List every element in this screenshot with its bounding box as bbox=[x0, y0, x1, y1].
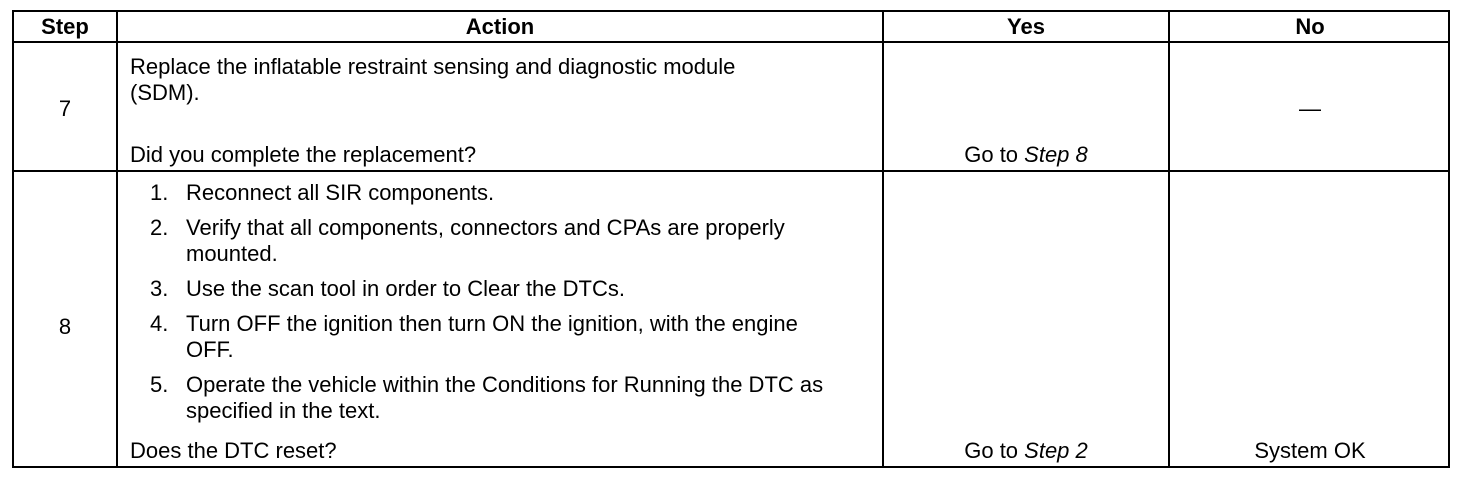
list-item-text: Operate the vehicle within the Conditions for Running the DTC as specified in the text. bbox=[186, 372, 824, 423]
list-item bbox=[130, 311, 870, 363]
yes-prefix: Go to bbox=[964, 438, 1025, 463]
header-yes: Yes bbox=[1007, 14, 1045, 39]
list-item-number: 5. bbox=[150, 372, 169, 397]
diagnostic-table bbox=[12, 10, 1450, 468]
no-result: System OK bbox=[1254, 438, 1366, 463]
action-question: Does the DTC reset? bbox=[130, 438, 337, 463]
list-item-number: 3. bbox=[150, 276, 169, 301]
list-item-text: Verify that all components, connectors and CPAs are properly mounted. bbox=[186, 215, 785, 266]
header-action: Action bbox=[465, 14, 535, 39]
list-item bbox=[130, 215, 870, 267]
header-step: Step bbox=[41, 14, 89, 39]
list-item-number: 1. bbox=[150, 180, 169, 205]
no-result: — bbox=[1299, 96, 1321, 121]
list-item bbox=[130, 372, 870, 424]
list-item-text: Reconnect all SIR components. bbox=[186, 180, 495, 205]
header-no: No bbox=[1295, 14, 1325, 39]
list-item-number: 2. bbox=[150, 215, 169, 240]
column-divider-action bbox=[882, 12, 884, 466]
yes-step-link[interactable]: Step 8 bbox=[1024, 142, 1088, 167]
action-step-list bbox=[130, 180, 870, 424]
action-question: Did you complete the replacement? bbox=[130, 142, 477, 167]
step-number: 7 bbox=[58, 96, 72, 121]
list-item bbox=[130, 180, 870, 206]
column-divider-yes bbox=[1168, 12, 1170, 466]
list-item-text: Use the scan tool in order to Clear the DTCs. bbox=[186, 276, 625, 301]
yes-result bbox=[884, 438, 1168, 464]
action-paragraph: Replace the inflatable restraint sensing and diagnostic module (SDM). bbox=[130, 54, 736, 105]
yes-step-link[interactable]: Step 2 bbox=[1024, 438, 1088, 463]
step-number: 8 bbox=[58, 314, 72, 339]
action-steps bbox=[130, 180, 870, 433]
list-item-number: 4. bbox=[150, 311, 169, 336]
list-item bbox=[130, 276, 870, 302]
row-divider bbox=[14, 170, 1448, 172]
yes-prefix: Go to bbox=[964, 142, 1025, 167]
header-divider bbox=[14, 41, 1448, 43]
column-divider-step bbox=[116, 12, 118, 466]
yes-result bbox=[884, 142, 1168, 168]
list-item-text: Turn OFF the ignition then turn ON the ignition, with the engine OFF. bbox=[186, 311, 798, 362]
